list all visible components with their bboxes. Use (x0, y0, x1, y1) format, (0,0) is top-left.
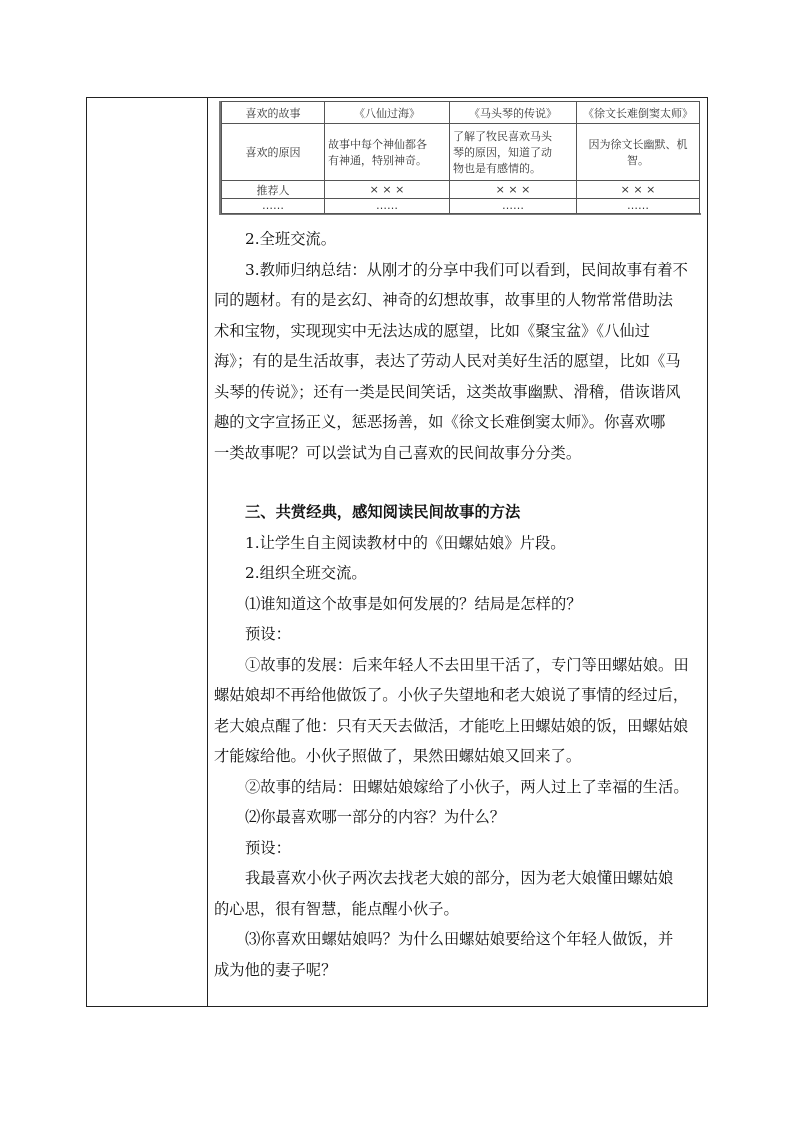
text-line: 成为他的妻子呢？ (214, 960, 337, 979)
header-cell-label: 喜欢的故事 (222, 102, 325, 124)
table-row-referrer (222, 181, 700, 199)
reason-2-line-1: 了解了牧民喜欢马头 (453, 130, 552, 143)
text-line: ⑵你最喜欢哪一部分的内容？为什么？ (245, 808, 506, 826)
text-line: 头琴的传说》；还有一类是民间笑话，这类故事幽默、滑稽，借诙谐风 (214, 382, 681, 401)
ellipsis-cell-3: …… (577, 199, 700, 214)
table-header-row (222, 102, 700, 124)
reason-1-line-1: 故事中每个神仙都各 (328, 138, 427, 151)
header-cell-story-2: 《马头琴的传说》 (450, 102, 577, 124)
text-line: 一类故事呢？可以尝试为自己喜欢的民间故事分分类。 (214, 443, 582, 462)
reason-2-line-2: 琴的原因，知道了动 (453, 146, 552, 159)
header-cell-story-3: 《徐文长难倒窦太师》 (577, 102, 700, 124)
text-line: ⑶你喜欢田螺姑娘吗？为什么田螺姑娘要给这个年轻人做饭，并 (245, 930, 674, 948)
referrer-label-cell: 推荐人 (222, 181, 325, 199)
reason-cell-3: 因为徐文长幽默、机智。 (577, 124, 700, 181)
ellipsis-cell-0: …… (222, 199, 325, 214)
referrer-cell-1: × × × (325, 181, 450, 199)
text-line: 老大娘点醒了他：只有天天去做活，才能吃上田螺姑娘的饭，田螺姑娘 (214, 716, 689, 735)
referrer-cell-2: × × × (450, 181, 577, 199)
text-line: 螺姑娘却不再给他做饭了。小伙子失望地和老大娘说了事情的经过后， (214, 686, 689, 704)
ellipsis-cell-2: …… (450, 199, 577, 214)
lesson-table-column-divider (207, 97, 208, 1007)
text-line: ⑴谁知道这个故事是如何发展的？结局是怎样的？ (245, 594, 582, 613)
reason-1-line-2: 有神通，特别神奇。 (328, 154, 427, 167)
reason-cell-2 (450, 124, 577, 181)
ellipsis-cell-1: …… (325, 199, 450, 214)
text-line: 预设： (245, 838, 291, 857)
reason-cell-1 (325, 124, 450, 181)
text-line: 趣的文字宣扬正义，惩恶扬善，如《徐文长难倒窦太师》。你喜欢哪 (214, 413, 666, 431)
reason-label-cell: 喜欢的原因 (222, 124, 325, 181)
section-heading: 三、共赏经典，感知阅读民间故事的方法 (245, 503, 521, 521)
text-line: 3.教师归纳总结：从刚才的分享中我们可以看到，民间故事有着不 (245, 260, 688, 279)
reason-2-line-3: 物也是有感情的。 (453, 162, 541, 175)
text-line: 术和宝物，实现现实中无法达成的愿望，比如《聚宝盆》《八仙过 (214, 321, 650, 340)
text-line: 同的题材。有的是玄幻、神奇的幻想故事，故事里的人物常常借助法 (214, 291, 673, 309)
lesson-body-text (214, 224, 702, 985)
story-preference-table (221, 101, 700, 214)
text-line: 2.全班交流。 (245, 230, 337, 248)
text-line: 才能嫁给他。小伙子照做了，果然田螺姑娘又回来了。 (214, 747, 582, 765)
text-line: 1.让学生自主阅读教材中的《田螺姑娘》片段。 (245, 533, 566, 552)
text-line: 的心思，很有智慧，能点醒小伙子。 (214, 899, 459, 918)
paragraph-gap (214, 468, 702, 497)
text-line: 预设： (245, 625, 291, 643)
text-line: ①故事的发展：后来年轻人不去田里干活了，专门等田螺姑娘。田 (245, 655, 689, 674)
text-line: 海》；有的是生活故事，表达了劳动人民对美好生活的愿望，比如《马 (214, 352, 681, 370)
table-row-ellipsis (222, 199, 700, 214)
header-cell-story-1: 《八仙过海》 (325, 102, 450, 124)
table-row-reason (222, 124, 700, 181)
referrer-cell-3: × × × (577, 181, 700, 199)
text-line: ②故事的结局：田螺姑娘嫁给了小伙子，两人过上了幸福的生活。 (245, 777, 689, 796)
text-line: 2.组织全班交流。 (245, 564, 367, 582)
text-line: 我最喜欢小伙子两次去找老大娘的部分，因为老大娘懂田螺姑娘 (245, 869, 674, 887)
